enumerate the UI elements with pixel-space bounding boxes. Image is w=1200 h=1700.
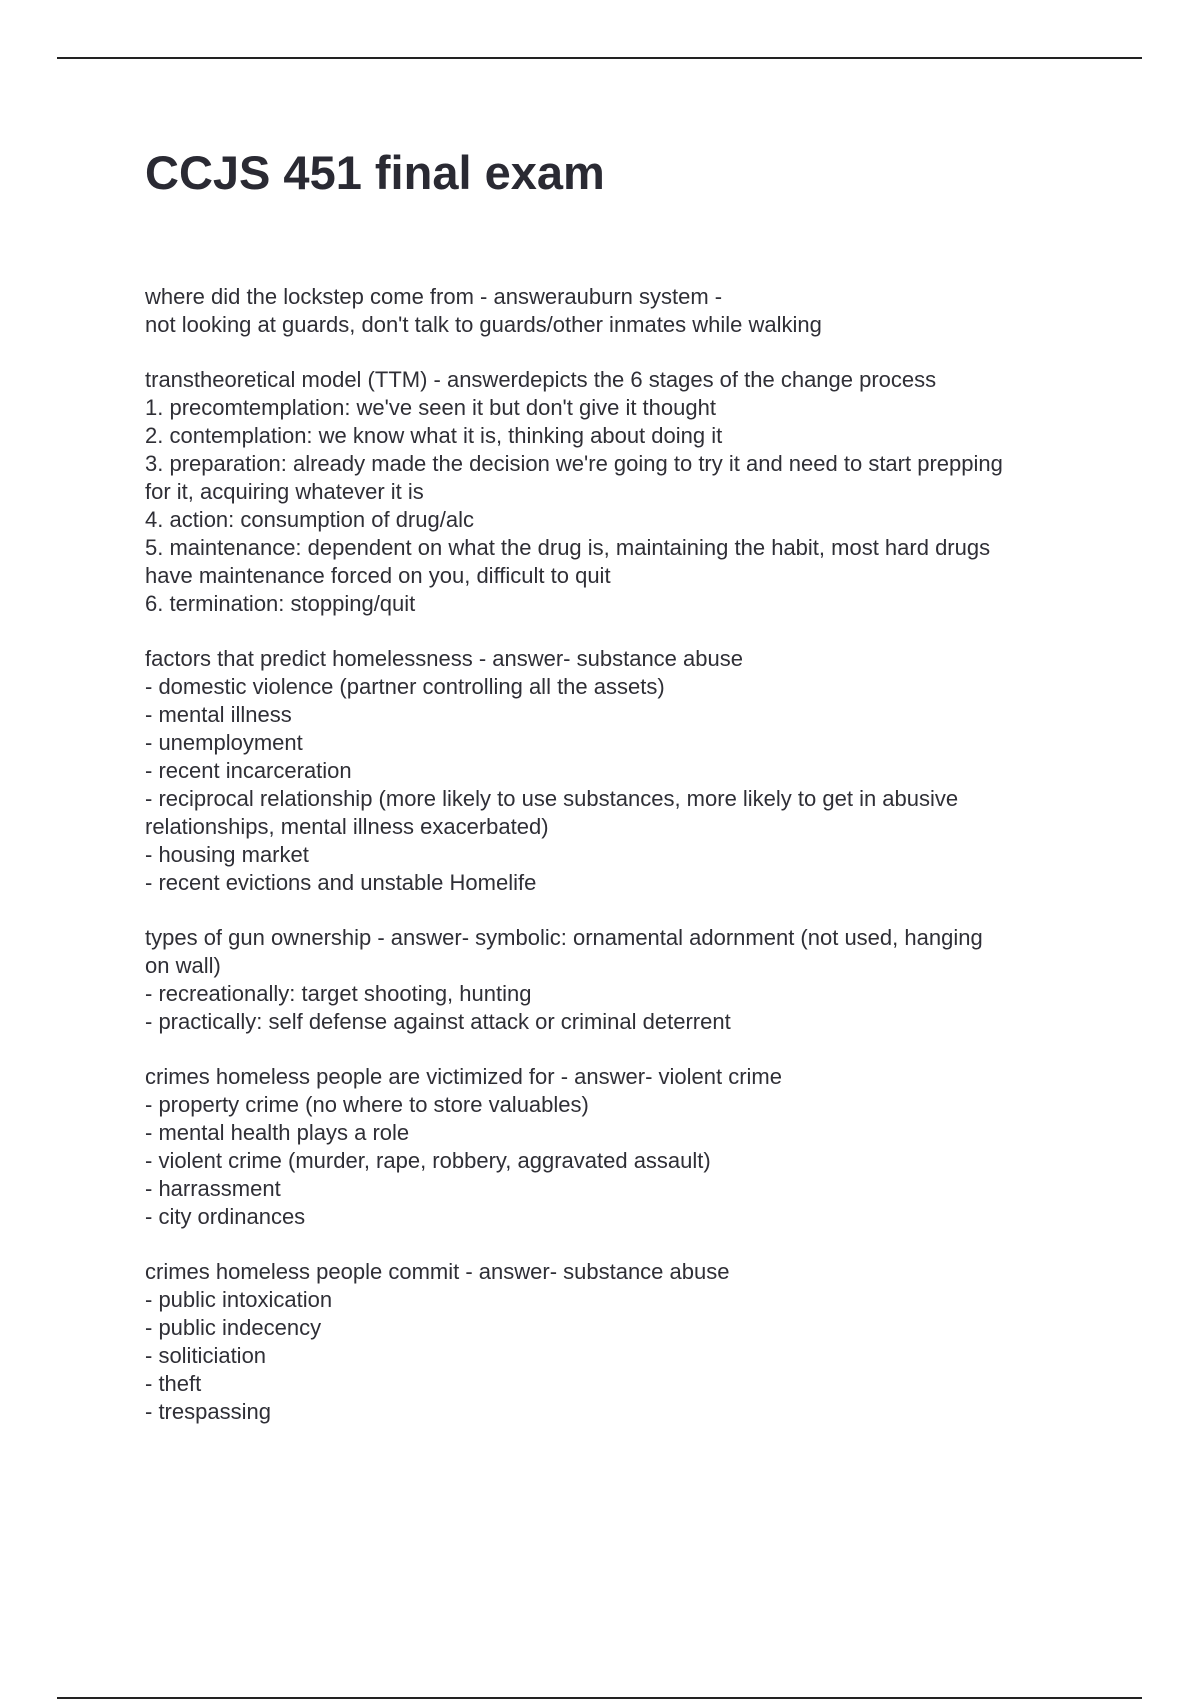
text-line: - mental health plays a role [145,1120,410,1145]
text-line: - city ordinances [145,1204,306,1229]
qa-entry-ttm [145,366,1095,618]
text-line: - domestic violence (partner controlling all the assets) [145,674,665,699]
text-line: crimes homeless people commit - answer- substance abuse [145,1259,730,1284]
text-line: - violent crime (murder, rape, robbery, aggravated assault) [145,1148,711,1173]
text-line: on wall) [145,953,221,978]
bottom-rule [57,1697,1142,1699]
text-line: for it, acquiring whatever it is [145,479,424,504]
text-line: - unemployment [145,730,303,755]
text-line: transtheoretical model (TTM) - answerdepicts the 6 stages of the change process [145,367,937,392]
qa-entry-gun-ownership [145,924,1095,1036]
text-line: 1. precomtemplation: we've seen it but don't give it thought [145,395,716,420]
text-line: - soliticiation [145,1343,267,1368]
text-line: where did the lockstep come from - answerauburn system - [145,284,723,309]
text-line: types of gun ownership - answer- symbolic: ornamental adornment (not used, hanging [145,925,983,950]
text-line: relationships, mental illness exacerbated) [145,814,549,839]
qa-entry-homeless-victimization [145,1063,1095,1231]
text-line: not looking at guards, don't talk to guards/other inmates while walking [145,312,822,337]
top-rule [57,57,1142,59]
text-line: 6. termination: stopping/quit [145,591,416,616]
text-line: - recent evictions and unstable Homelife [145,870,537,895]
text-line: 2. contemplation: we know what it is, thinking about doing it [145,423,723,448]
document-body [145,283,1095,1453]
text-line: 5. maintenance: dependent on what the drug is, maintaining the habit, most hard drugs [145,535,991,560]
text-line: - theft [145,1371,202,1396]
text-line: - property crime (no where to store valuables) [145,1092,589,1117]
text-line: factors that predict homelessness - answer- substance abuse [145,646,743,671]
text-line: - mental illness [145,702,292,727]
text-line: - recreationally: target shooting, hunting [145,981,532,1006]
qa-entry-lockstep [145,283,1095,339]
qa-entry-homeless-crimes [145,1258,1095,1426]
text-line: - public indecency [145,1315,322,1340]
text-line: - public intoxication [145,1287,333,1312]
text-line: have maintenance forced on you, difficult to quit [145,563,611,588]
text-line: - recent incarceration [145,758,352,783]
text-line: - practically: self defense against attack or criminal deterrent [145,1009,731,1034]
text-line: - trespassing [145,1399,271,1424]
text-line: - reciprocal relationship (more likely to use substances, more likely to get in abusive [145,786,959,811]
text-line: - housing market [145,842,309,867]
text-line: 3. preparation: already made the decision we're going to try it and need to start prepping [145,451,1003,476]
text-line: 4. action: consumption of drug/alc [145,507,474,532]
qa-entry-homelessness-factors [145,645,1095,897]
text-line: - harrassment [145,1176,281,1201]
page-title: CCJS 451 final exam [145,146,605,199]
text-line: crimes homeless people are victimized for - answer- violent crime [145,1064,782,1089]
